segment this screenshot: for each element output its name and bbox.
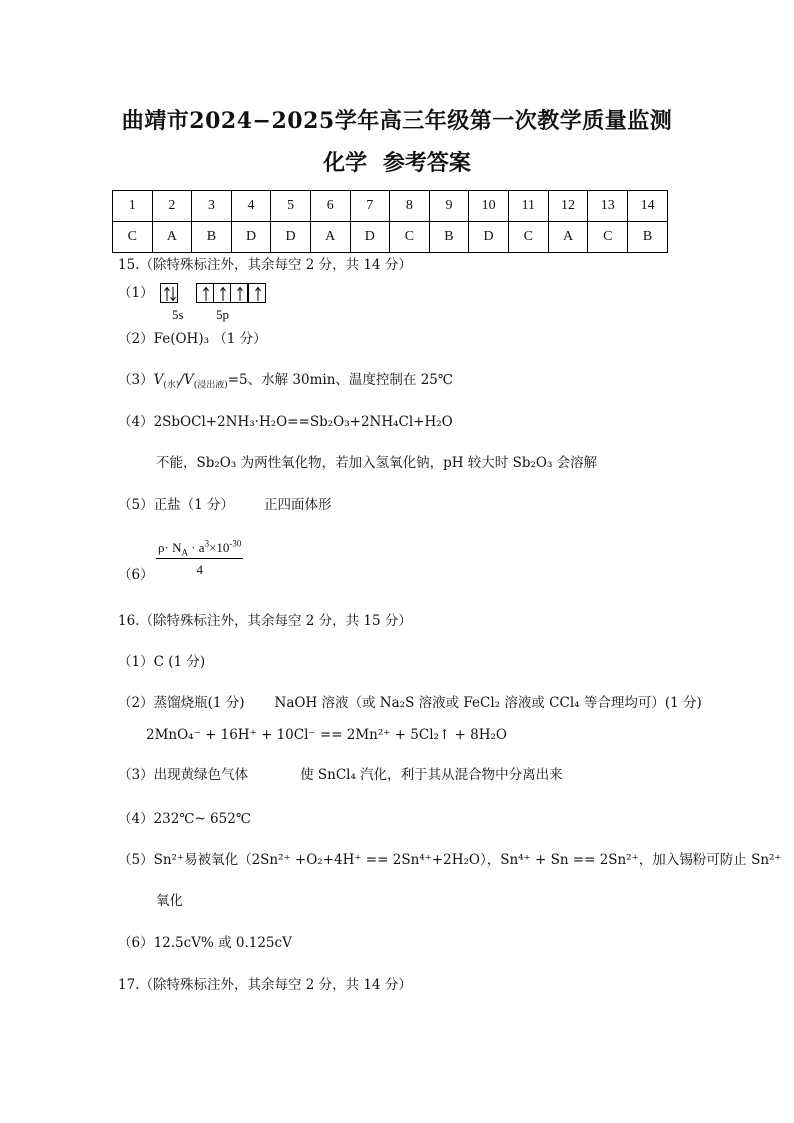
numerator-a: · a	[187, 540, 205, 555]
q15-part4: （4）2SbOCl+2NH₃·H₂O==Sb₂O₃+2NH₄Cl+H₂O	[118, 414, 453, 430]
volume-slash: /V	[179, 372, 194, 388]
answer-table	[112, 190, 668, 253]
document-title: 曲靖市2024−2025学年高三年级第一次教学质量监测	[121, 108, 673, 134]
q15-heading: 15.（除特殊标注外，其余每空 2 分，共 14 分）	[118, 257, 412, 273]
subject-label: 化学	[323, 150, 368, 176]
answer-cell: D	[271, 222, 311, 253]
question-number-row	[113, 191, 668, 222]
question-number-cell: 5	[271, 191, 311, 222]
answer-cell: B	[429, 222, 469, 253]
q16-part2-a: （2）蒸馏烧瓶(1 分)	[118, 695, 245, 711]
answer-cell: A	[152, 222, 192, 253]
answer-cell: C	[588, 222, 628, 253]
answer-cell: D	[231, 222, 271, 253]
orbital-box-5s	[160, 283, 178, 303]
q17-heading: 17.（除特殊标注外，其余每空 2 分，共 14 分）	[118, 977, 412, 993]
question-number-cell: 8	[390, 191, 430, 222]
orbital-label-5p: 5p	[216, 307, 229, 322]
answer-row	[113, 222, 668, 253]
power-exponent: -30	[229, 538, 242, 549]
question-number-cell: 14	[628, 191, 668, 222]
question-number-cell: 2	[152, 191, 192, 222]
orbital-box-5p-2	[213, 283, 231, 303]
q15-part4-explanation: 不能，Sb₂O₃ 为两性氧化物，若加入氢氧化钠，pH 较大时 Sb₂O₃ 会溶解	[156, 455, 598, 471]
answer-cell: A	[548, 222, 588, 253]
question-number-cell: 11	[508, 191, 548, 222]
question-number-cell: 6	[310, 191, 350, 222]
up-electron-icon	[249, 284, 267, 304]
question-number-cell: 4	[231, 191, 271, 222]
density-formula	[156, 540, 243, 578]
answer-cell: D	[469, 222, 509, 253]
formula-denominator: 4	[196, 562, 203, 577]
orbital-box-5p-3	[230, 283, 248, 303]
avogadro-subscript: A	[181, 547, 188, 558]
q16-part1: （1）C (1 分)	[118, 654, 206, 670]
q16-part3	[118, 766, 563, 784]
q15-part1-label: （1）	[118, 285, 154, 301]
q15-part5-b: 正四面体形	[263, 497, 332, 513]
q16-part2-equation: 2MnO₄⁻ + 16H⁺ + 10Cl⁻ == 2Mn²⁺ + 5Cl₂↑ + 8H₂O	[146, 727, 507, 743]
q16-part5: （5）Sn²⁺易被氧化（2Sn²⁺ +O₂+4H⁺ == 2Sn⁴⁺+2H₂O），Sn⁴⁺ + Sn == 2Sn²⁺，加入锡粉可防止 Sn²⁺	[118, 852, 782, 868]
answer-key-label: 参考答案	[382, 150, 471, 176]
question-number-cell: 13	[588, 191, 628, 222]
answer-cell: B	[192, 222, 232, 253]
q15-part3-rest: =5、水解 30min、温度控制在 25℃	[227, 372, 453, 388]
q16-heading: 16.（除特殊标注外，其余每空 2 分，共 15 分）	[118, 613, 412, 629]
question-number-cell: 3	[192, 191, 232, 222]
q16-part6: （6）12.5cV% 或 0.125cV	[118, 935, 292, 951]
volume-symbol: V	[153, 372, 164, 388]
q16-part3-a: （3）出现黄绿色气体	[118, 767, 249, 783]
q16-part3-b: 使 SnCl₄ 汽化，利于其从混合物中分离出来	[300, 767, 563, 783]
numerator-ten: ×10	[209, 540, 230, 555]
q15-part5	[118, 496, 331, 514]
q16-part5-cont: 氧化	[156, 893, 183, 909]
answer-cell: C	[113, 222, 153, 253]
formula-numerator	[156, 540, 243, 559]
paired-electrons-icon	[161, 284, 179, 304]
q16-part2	[118, 694, 702, 712]
question-number-cell: 10	[469, 191, 509, 222]
q16-part2-b: NaOH 溶液（或 Na₂S 溶液或 FeCl₂ 溶液或 CCl₄ 等合理均可）(1 分)	[274, 695, 702, 711]
orbital-label-5s: 5s	[172, 307, 184, 322]
q15-part3	[118, 371, 453, 389]
q15-part2: （2）Fe(OH)₃ （1 分）	[118, 331, 267, 347]
q15-part5-a: （5）正盐（1 分）	[118, 497, 234, 513]
cube-exponent: 3	[204, 538, 210, 549]
q15-part3-label: （3）	[118, 372, 154, 388]
answer-cell: A	[310, 222, 350, 253]
answer-cell: C	[390, 222, 430, 253]
question-number-cell: 12	[548, 191, 588, 222]
question-number-cell: 9	[429, 191, 469, 222]
up-electron-icon	[231, 284, 249, 304]
orbital-box-5p-1	[196, 283, 214, 303]
answer-cell: C	[508, 222, 548, 253]
question-number-cell: 7	[350, 191, 390, 222]
question-number-cell: 1	[113, 191, 153, 222]
orbital-box-5p-4	[248, 283, 266, 303]
q15-part6-label: （6）	[118, 567, 154, 583]
numerator-rho-n: ρ· N	[158, 540, 182, 555]
volume-water-subscript: (水)	[163, 380, 180, 391]
q16-part4: （4）232℃~ 652℃	[118, 811, 251, 827]
document-subtitle	[0, 146, 794, 177]
answer-cell: D	[350, 222, 390, 253]
volume-leachate-subscript: (浸出液)	[193, 380, 228, 391]
answer-cell: B	[628, 222, 668, 253]
